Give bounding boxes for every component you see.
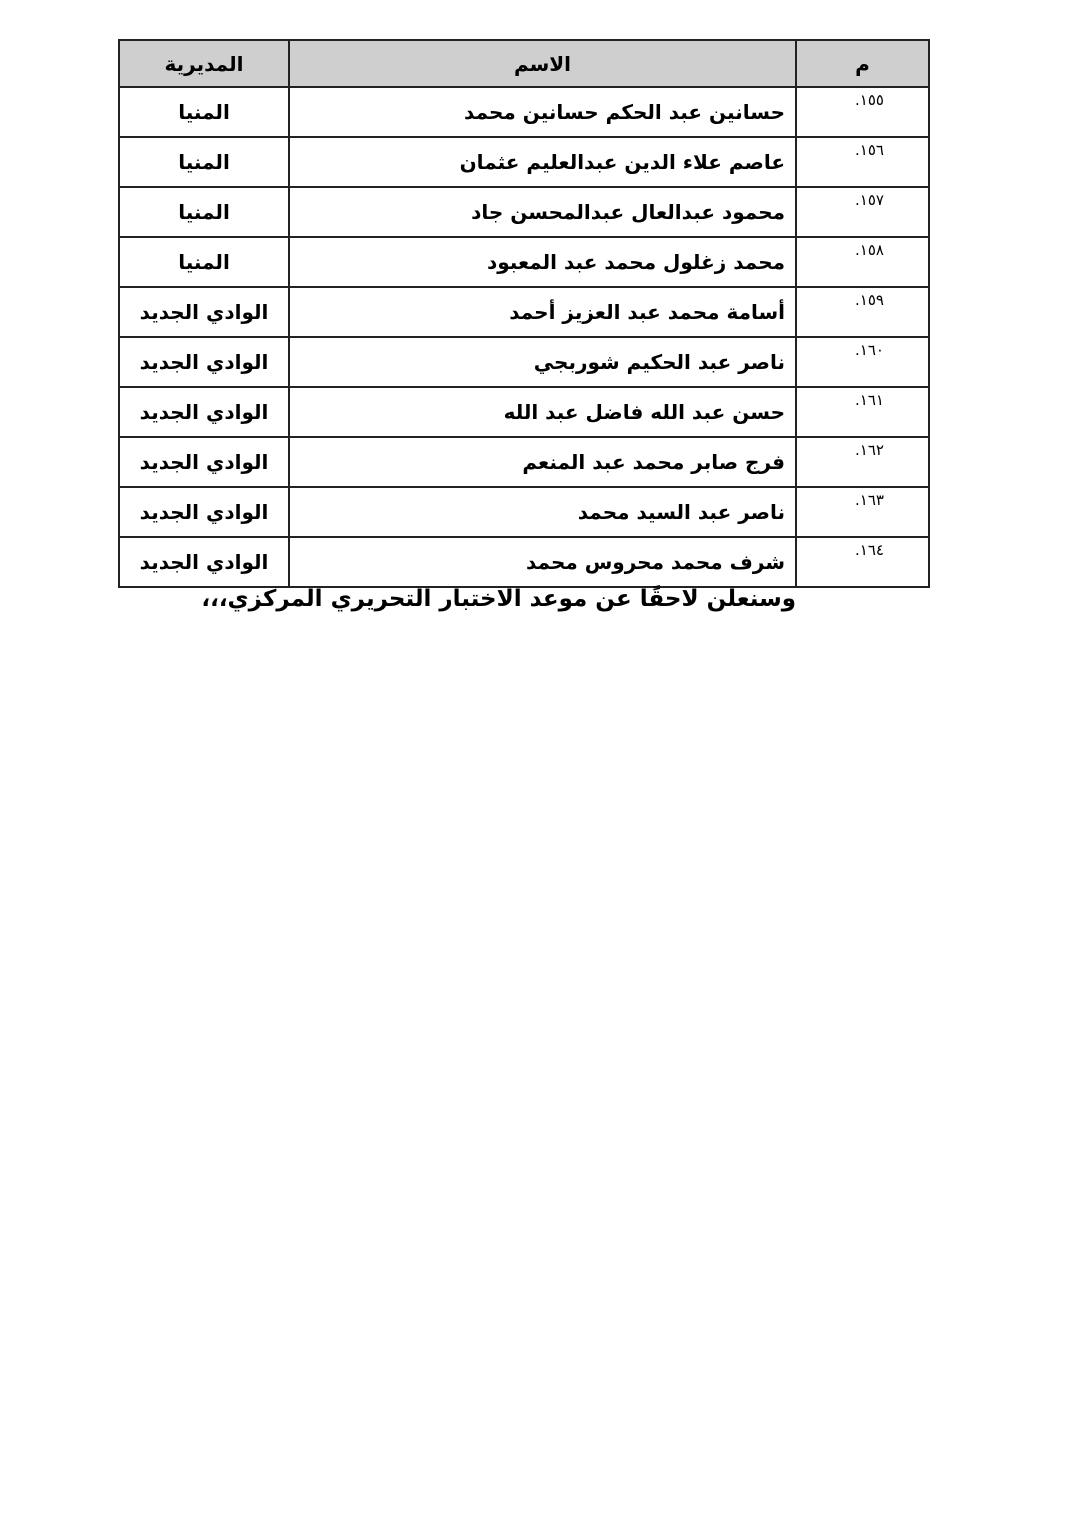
table-row — [119, 87, 929, 137]
row-directorate: المنيا — [119, 187, 289, 237]
table-row — [119, 187, 929, 237]
row-number: ١٦٢. — [796, 437, 929, 487]
table-row — [119, 537, 929, 587]
row-number: ١٦٠. — [796, 337, 929, 387]
row-number: ١٥٧. — [796, 187, 929, 237]
header-name: الاسم — [289, 40, 796, 87]
row-number: ١٦٣. — [796, 487, 929, 537]
row-number: ١٥٨. — [796, 237, 929, 287]
table-row — [119, 337, 929, 387]
table-header-row — [119, 40, 929, 87]
header-number: م — [796, 40, 929, 87]
row-directorate: الوادي الجديد — [119, 337, 289, 387]
row-directorate: المنيا — [119, 87, 289, 137]
row-directorate: الوادي الجديد — [119, 537, 289, 587]
header-directorate: المديرية — [119, 40, 289, 87]
table-row — [119, 237, 929, 287]
row-name: محمود عبدالعال عبدالمحسن جاد — [289, 187, 796, 237]
row-number: ١٦٤. — [796, 537, 929, 587]
table-row — [119, 287, 929, 337]
row-directorate: المنيا — [119, 137, 289, 187]
row-name: محمد زغلول محمد عبد المعبود — [289, 237, 796, 287]
row-number: ١٥٦. — [796, 137, 929, 187]
row-directorate: الوادي الجديد — [119, 387, 289, 437]
table-row — [119, 487, 929, 537]
row-number: ١٥٥. — [796, 87, 929, 137]
row-directorate: الوادي الجديد — [119, 287, 289, 337]
row-name: أسامة محمد عبد العزيز أحمد — [289, 287, 796, 337]
row-name: حسانين عبد الحكم حسانين محمد — [289, 87, 796, 137]
footer-note: وسنعلن لاحقًا عن موعد الاختبار التحريري المركزي،،، — [201, 586, 796, 612]
row-directorate: المنيا — [119, 237, 289, 287]
names-table — [118, 39, 930, 588]
row-name: فرج صابر محمد عبد المنعم — [289, 437, 796, 487]
row-name: شرف محمد محروس محمد — [289, 537, 796, 587]
row-name: ناصر عبد السيد محمد — [289, 487, 796, 537]
row-name: حسن عبد الله فاضل عبد الله — [289, 387, 796, 437]
row-directorate: الوادي الجديد — [119, 437, 289, 487]
table-row — [119, 137, 929, 187]
row-name: ناصر عبد الحكيم شوربجي — [289, 337, 796, 387]
table-row — [119, 387, 929, 437]
row-number: ١٦١. — [796, 387, 929, 437]
row-directorate: الوادي الجديد — [119, 487, 289, 537]
table-row — [119, 437, 929, 487]
row-number: ١٥٩. — [796, 287, 929, 337]
row-name: عاصم علاء الدين عبدالعليم عثمان — [289, 137, 796, 187]
